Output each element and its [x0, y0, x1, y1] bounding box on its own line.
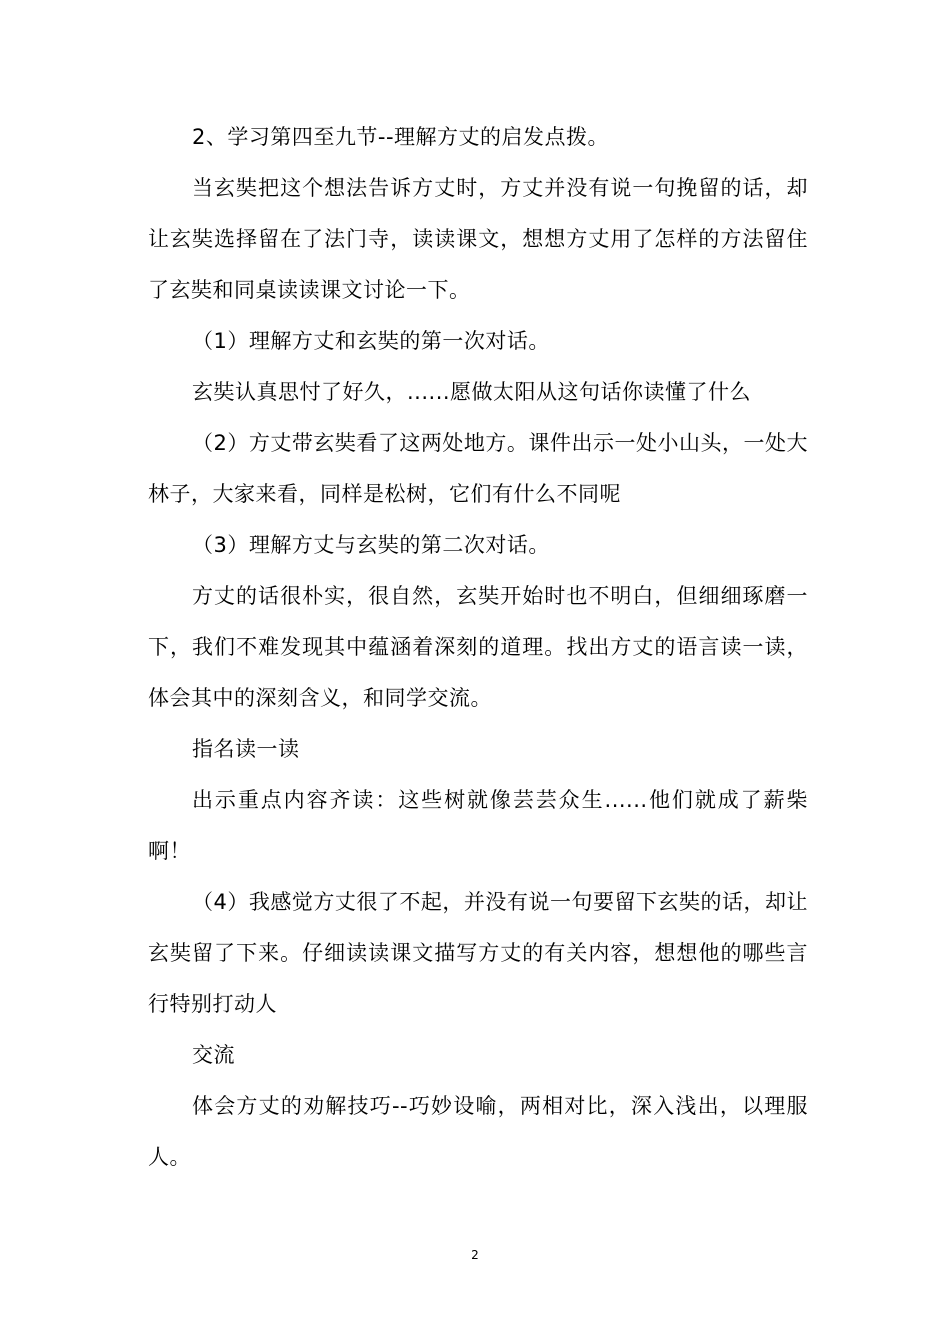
paragraph-step-3: （3）理解方丈与玄奘的第二次对话。: [192, 533, 550, 557]
paragraph-step-1-detail: 玄奘认真思忖了好久，......愿做太阳从这句话你读懂了什么: [192, 380, 752, 404]
paragraph-step-3-detail: 方丈的话很朴实，很自然，玄奘开始时也不明白，但细细琢磨一下，我们不难发现其中蕴涵着深刻的道理。找出方丈的语言读一读，体会其中的深刻含义，和同学交流。: [148, 584, 808, 710]
paragraph-exchange: 交流: [192, 1043, 235, 1067]
paragraph-section-heading: 2、学习第四至九节--理解方丈的启发点拨。: [192, 125, 610, 149]
paragraph-intro-question: 当玄奘把这个想法告诉方丈时，方丈并没有说一句挽留的话，却让玄奘选择留在了法门寺，读读课文，想想方丈用了怎样的方法留住了玄奘和同桌读读课文讨论一下。: [148, 176, 808, 302]
page-number: 2: [471, 1248, 479, 1262]
paragraph-read-aloud: 指名读一读: [192, 737, 300, 761]
paragraph-step-1: （1）理解方丈和玄奘的第一次对话。: [192, 329, 550, 353]
paragraph-summary: 体会方丈的劝解技巧--巧妙设喻，两相对比，深入浅出，以理服人。: [148, 1094, 808, 1169]
paragraph-step-4: （4）我感觉方丈很了不起，并没有说一句要留下玄奘的话，却让玄奘留了下来。仔细读读课文描写方丈的有关内容，想想他的哪些言行特别打动人: [148, 890, 808, 1016]
document-body: [148, 112, 808, 1183]
paragraph-step-2: （2）方丈带玄奘看了这两处地方。课件出示一处小山头，一处大林子，大家来看，同样是松树，它们有什么不同呢: [148, 431, 808, 506]
paragraph-key-content: 出示重点内容齐读：这些树就像芸芸众生......他们就成了薪柴啊！: [148, 788, 808, 863]
